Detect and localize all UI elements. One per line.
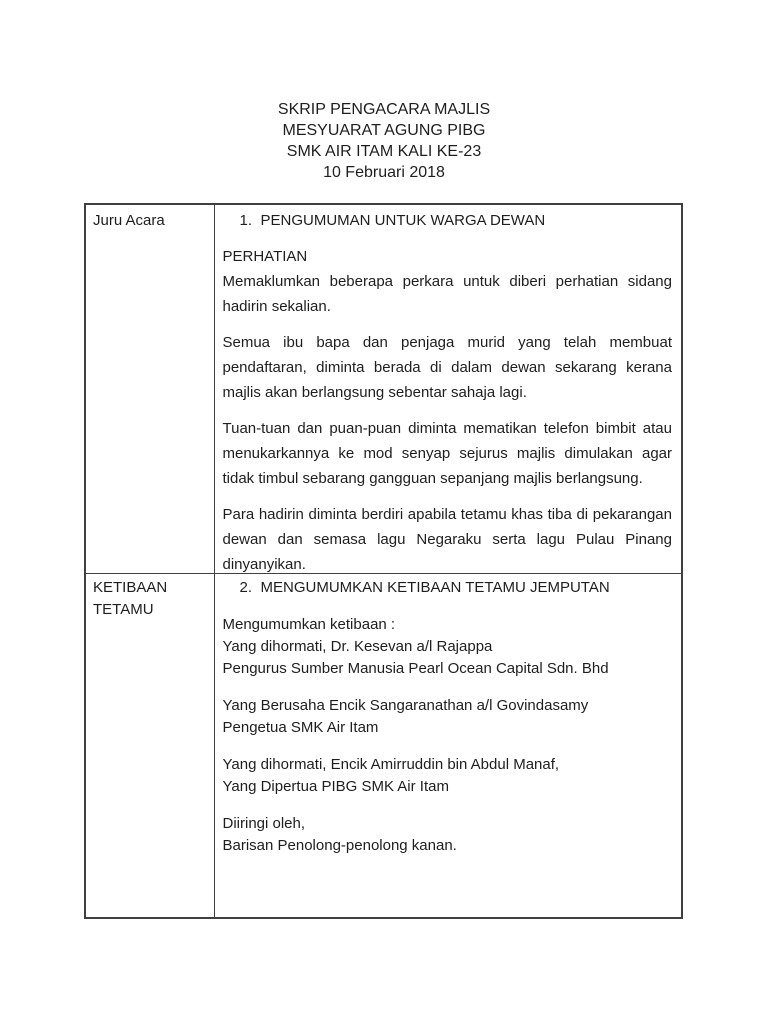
document-title	[0, 99, 768, 183]
guest-line: Yang dihormati, Encik Amirruddin bin Abdul Manaf,	[222, 756, 560, 773]
guest-group	[223, 754, 673, 798]
paragraph: Para hadirin diminta berdiri apabila tetamu khas tiba di pekarangan dewan dan semasa lagu Negaraku serta lagu Pulau Pinang dinyanyikan.	[222, 506, 672, 573]
item-number: 1.	[239, 212, 253, 229]
row-content-cell	[214, 574, 682, 919]
row-content-cell	[214, 204, 682, 574]
guest-line: Diiringi oleh,	[222, 815, 306, 832]
guest-line: Yang Berusaha Encik Sangaranathan a/l Govindasamy	[222, 697, 589, 714]
paragraph: Tuan-tuan dan puan-puan diminta mematikan telefon bimbit atau menukarkannya ke mod senyap sejurus majlis dimulakan agar tidak timbul sebarang gangguan sepanjang majlis berlangsung.	[222, 420, 672, 487]
item-title: PENGUMUMAN UNTUK WARGA DEWAN	[260, 212, 546, 229]
script-table	[84, 203, 683, 919]
table-row-announcement	[85, 204, 682, 574]
guest-line: Pengurus Sumber Manusia Pearl Ocean Capital Sdn. Bhd	[222, 660, 609, 677]
item-heading	[223, 208, 673, 233]
guest-group	[223, 695, 673, 739]
item-title: MENGUMUMKAN KETIBAAN TETAMU JEMPUTAN	[260, 579, 610, 596]
paragraph: Semua ibu bapa dan penjaga murid yang telah membuat pendaftaran, diminta berada di dalam dewan sekarang kerana majlis akan berlangsung sebentar sahaja lagi.	[222, 334, 672, 401]
row-label-cell	[85, 574, 214, 919]
guest-line: Barisan Penolong-penolong kanan.	[222, 837, 457, 854]
title-date: 10 Februari 2018	[323, 164, 445, 181]
title-line-1: SKRIP PENGACARA MAJLIS	[277, 101, 491, 118]
guest-line: Yang dihormati, Dr. Kesevan a/l Rajappa	[222, 638, 493, 655]
row-label-cell	[85, 204, 214, 574]
item-heading	[223, 577, 673, 599]
guest-group	[223, 813, 673, 857]
title-line-2: MESYUARAT AGUNG PIBG	[282, 122, 486, 139]
guest-line: Mengumumkan ketibaan :	[222, 616, 396, 633]
guest-line: Yang Dipertua PIBG SMK Air Itam	[222, 778, 449, 795]
item-number: 2.	[239, 579, 253, 596]
row-label: KETIBAAN TETAMU	[93, 579, 168, 618]
row-label: Juru Acara	[93, 212, 165, 229]
attention-block	[223, 244, 673, 319]
guest-group	[223, 614, 673, 680]
paragraph: Memaklumkan beberapa perkara untuk diberi perhatian sidang hadirin sekalian.	[222, 273, 672, 315]
attention-heading: PERHATIAN	[222, 248, 308, 265]
guest-line: Pengetua SMK Air Itam	[222, 719, 379, 736]
title-line-3: SMK AIR ITAM KALI KE-23	[286, 143, 482, 160]
table-row-guest-arrival	[85, 574, 682, 919]
